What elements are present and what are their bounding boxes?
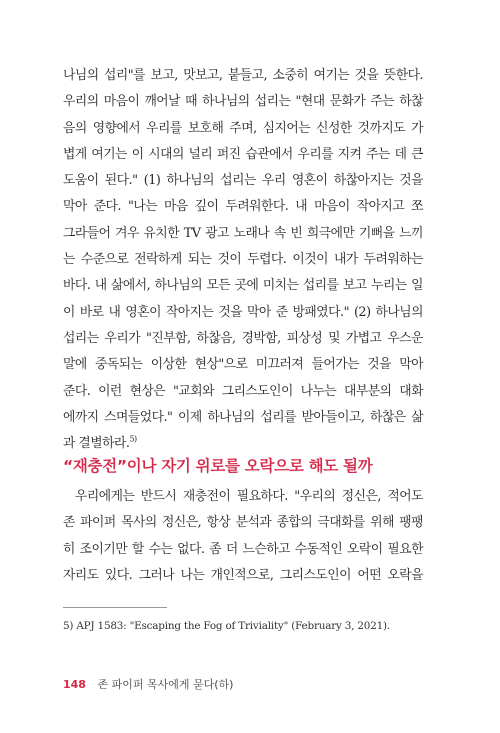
page-footer	[63, 676, 233, 692]
text-line: 바다. 내 삶에서, 하나님의 모든 곳에 미치는 섭리를 보고 누리는 일	[63, 278, 423, 294]
text-line: 존 파이퍼 목사의 정신은, 항상 분석과 종합의 극대화를 위해 팽팽	[63, 515, 423, 531]
text-line: 음의 영향에서 우리를 보호해 주며, 심지어는 신성한 것까지도 가	[63, 120, 423, 136]
text-line: 말에 중독되는 이상한 현상"으로 미끄러져 들어가는 것을 막아	[63, 357, 423, 373]
footnote-divider	[63, 607, 167, 608]
text-line: 우리에게는 반드시 재충전이 필요하다. "우리의 정신은, 적어도	[75, 489, 423, 504]
text-line: 그라들어 겨우 유치한 TV 광고 노래나 속 빈 희극에만 기뻐을 느끼	[63, 225, 423, 241]
text-line: 섭리는 우리가 "진부함, 하찮음, 경박함, 피상성 및 가볍고 우스운	[63, 330, 423, 346]
text-line: 준다. 이런 현상은 "교회와 그리스도인이 나누는 대부분의 대화	[63, 383, 423, 399]
page-number: 148	[63, 678, 86, 691]
running-title: 존 파이퍼 목사에게 묻다(하)	[97, 678, 234, 691]
text-line-content: 과 결별하라.	[63, 436, 130, 452]
text-line: 이 바로 내 영혼이 작아지는 것을 막아 준 방패였다." (2) 하나님의	[63, 304, 423, 320]
body-paragraph-2	[63, 484, 423, 589]
text-line: 히 조이기만 할 수는 없다. 좀 더 느슨하고 수동적인 오락이 필요한	[63, 541, 423, 557]
footnote: 5) APJ 1583: "Escaping the Fog of Triviality" (February 3, 2021).	[63, 620, 390, 632]
text-line: 는 수준으로 전락하게 되는 것이 두렵다. 이것이 내가 두려워하는	[63, 252, 423, 268]
text-line: 나님의 섭리"를 보고, 맛보고, 붙들고, 소중히 여기는 것을 뜻한다.	[63, 68, 423, 83]
body-paragraph-1	[63, 63, 423, 457]
text-line: 막아 준다. "나는 마음 깊이 두려워한다. 내 마음이 작아지고 쪼	[63, 199, 423, 215]
text-line: 에까지 스며들었다." 이제 하나님의 섭리를 받아들이고, 하찮은 삶	[63, 409, 423, 425]
text-line: 자리도 있다. 그러나 나는 개인적으로, 그리스도인이 어떤 오락을	[63, 567, 423, 583]
text-line: 도움이 된다." (1) 하나님의 섭리는 우리 영혼이 하찮아지는 것을	[63, 173, 423, 189]
text-line: 볍게 여기는 이 시대의 널리 퍼진 습관에서 우리를 지켜 주는 데 큰	[63, 146, 423, 162]
section-heading: “재충전”이나 자기 위로를 오락으로 해도 될까	[63, 457, 373, 475]
text-line: 우리의 마음이 깨어날 때 하나님의 섭리는 "현대 문화가 주는 하찮	[63, 94, 423, 110]
footnote-marker: 5)	[129, 434, 137, 444]
